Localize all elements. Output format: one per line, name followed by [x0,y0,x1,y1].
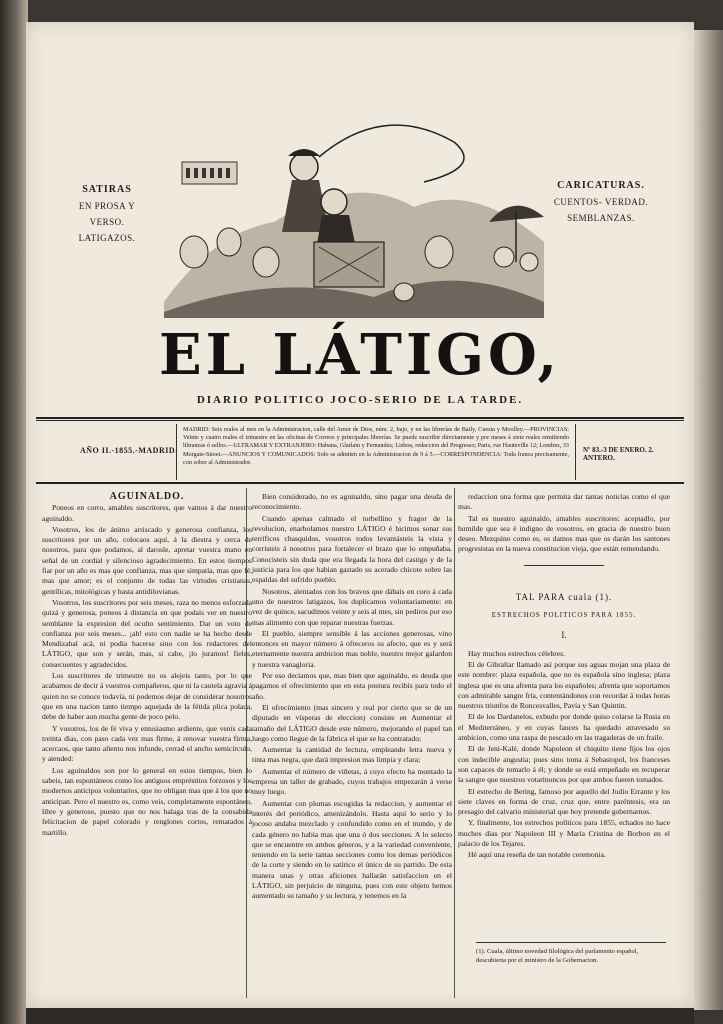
issue-number-date: Nº 83.-3 DE ENERO. 2. ANTERO. [583,446,654,462]
article-paragraph: Los suscritores de trimestre no os alejeis tanto, por lo que acabamos de decir á vuestros compañeros, que ni la cautela agravia á quien no se conoce todavía, ni podemos dejar de considerar nosotros que en una nacion tanto tiempo aquejada de la fétida plica polaca, debe de haber aun mucha gente de poco pelo. [42,671,252,722]
section-separator [524,565,604,566]
article-paragraph: Aumentar con plumas escogidas la redaccion, y aumentar el interés del periódico, amenizándolo. Hasta aquí lo serio y lo jocoso andaba mezclado y confundido como en el mundo, y de cada género no habia mas que una ó dos secciones. A lo selecto que se encuentre en ambos géneros, y a la variedad conveniente, teniendo en la serie tantas secciones como los demas periódicos de la corte y siendo en lo satírico el único de su partido. De esta manera unas y otras aficiones hallarán satisfaccion en el LÁTIGO, sin perjuicio de ninguna, pues con este objeto hemos aumentado su tamaño y su lectura, y tenemos en la [252,798,452,901]
column-divider-2 [454,488,455,998]
newspaper-page [26,22,694,1008]
left-tagline [62,182,152,246]
article-paragraph: redaccion una forma que permita dar tantas noticias como el que mas. [458,492,670,512]
left-tagline-line3: LATIGAZOS. [78,233,136,243]
newspaper-title: EL LÁTIGO, [158,322,561,388]
article-heading: AGUINALDO. [109,492,185,502]
section-subtitle: ESTRECHOS POLITICOS PARA 1855. [491,611,637,620]
masthead-illustration [154,112,554,322]
masthead-rule-bottom [36,482,684,484]
article-paragraph: Los aguinaldos son por lo general en estos tiempos, bien lo sabeis, tan espontáneos como los antiguos empréstitos forzosos y los modernos anticipos voluntarios, que no obligan mas que á los que no anticipan. Pero el nuestro es, como veis, completamente espontáneo, libre y generoso, puesto que no nos halaga tras de la consabida felicitacion de papel colorado y renglones cortos, rematados á martillo. [42,765,252,837]
left-tagline-line1: SATIRAS [82,184,132,195]
article-paragraph: Poneos en corro, amables suscritores, que vamos á dar nuestro aguinaldo. [42,503,252,523]
section-paragraph: El de Gibraltar llamado así porque sus aguas mojan una plaza de este nombre: plaza española, que no es española sino inglesa; plaza inglesa que es una afrenta para los españoles; afrenta que soportamos con admirable sangre fría, contentándonos con recordar á todas horas nuestros triunfos de Roncesvalles, Pavía y San Quintin. [458,659,670,711]
section-title: TAL PARA cuala (1). [515,591,613,602]
article-paragraph: Vosotros, los suscritores por seis meses, raza no menos esforzada quizá y generosa, poneos á distancia en que podais ver en nuestro semblante la expresion del oculto sentimiento. Dar un voto de confianza por seis meses... ¡ah! esto con nadie se ha hecho desde Mendizabal acá, ni podia hacerse sino con los redactores del LÁTIGO, que son y serán, mas, si cabe, ¡lo juramos! fieles, consecuentes y agradecidos. [42,597,252,669]
article-paragraph: Nosotros, alentados con los bravos que dábais en coro á cada uno de nuestros latigazos, los duplicamos voluntariamente: en vez de quince, sacudimos veinte y seis al mes, sin pediros por eso mas alimento con que reparar nuestras fuerzas. [252,586,452,627]
masthead-rule-top [36,417,684,419]
left-tagline-line2: EN PROSA Y VERSO. [78,201,136,227]
page-bottom-shadow [26,1008,694,1024]
section-paragraph: Hay muchos estrechos célebres. [468,648,565,658]
section-paragraph: Hé aquí una reseña de tan notable ceremonia. [468,850,606,860]
article-paragraph: Tal es nuestro aguinaldo, amables suscritores: aceptadlo, por humilde que sea é indigno de vosotros, en gracia de nuestro buen deseo. Mezquino como es, os damos mas que os darán los santones progresistas en la nueva constitucion vieja, que están remendando. [458,513,670,554]
column-three [458,492,670,982]
column-aguinaldo [42,492,252,982]
masthead-rule-top-thin [36,420,684,421]
article-paragraph: El pueblo, siempre sensible á las acciones generosas, vino entonces en mayor número á ofreceros su afecto, que es y será eternamente nuestra ambicion mas noble, nuestro mejor galardon y nuestra vanagloria. [252,628,452,669]
subscription-info: MADRID: Seis reales al mes en la Administracion, calle del Amor de Dios, núm. 2, bajo, y en las librerías de Baily, Cuesta y Moolley.—PROVINCIAS: Veinte y cuatro reales el trimestre en las oficinas de Correos y principales librerías. Se puede suscribir directamente y por meses á siete reales remitiendo libranzas ó sellos.—ULTRAMAR Y EXTRANJERO: Habana, Glarlain y Fernandez; Lisboa, redaccion del Progresso; Paris, rue Hauteville 12; Londres, 33 Morgate-Street.—ANUNCIOS Y COMUNICADOS: Solo se admiten en la Administracion de 9 á 5.—CORRESPONDENCIA: Toda franca precisamente, con sobre al Administrador. [176,424,576,480]
section-paragraph: El estrecho de Bering, famoso por aquello del Judío Errante y los siete claves en forma de cruz, cruz que, entre paréntesis, era un presagio del calvario ministerial que hoy pretende gobernarnos. [458,786,670,817]
article-paragraph: Vosotros, los de ánimo arriscado y generosa confianza, los suscritores por un año, colocaos aquí, á la diestra y cerca de nosotros, para que podamos, al darosle, apretar vuestra mano en señal de un cordial y silencioso agradecimiento. En estos tiempos fiar por un año es mas que confianza, mas que simpatía, mas que fé, mas que amor; es el conjunto de todas las virtudes cristianas, gentílicas, mitológicas y hasta antidiluvianas. [42,524,252,596]
section-paragraph: El de Jeni-Kalé, donde Napoleon el chiquito tiene fijos los ojos con indecible angustia; pues sino toma á Sebastopol, los franceses son capaces de tomarlo á él; y donde se está empeñado en recuperar la sangre que nuestros votarinoncos por que ambos fueren tomados. [458,744,670,785]
newspaper-subtitle: DIARIO POLITICO JOCO-SERIO DE LA TARDE. [196,394,524,406]
book-spine [0,0,28,1024]
article-paragraph: Aumentar la cantidad de lectura, empleando letra nueva y tinta mas negra, que dará impresion mas limpia y clara; [252,745,452,765]
column-two [252,492,452,982]
article-paragraph: El ofrecimiento (mas sincero y real por cierto que se de un diputado en vísperas de eleccion) consiste en Aumentar el tamaño del LÁTIGO desde este número, mejorando el papel tan luego como llegue de la fábrica el que se ha contratado; [252,702,452,743]
article-paragraph: Por eso decíamos que, mas bien que aguinaldo, es deuda que pagamos el ofrecimiento que en esta postura recibís para todo el año. [252,671,452,701]
right-tagline-line2: CUENTOS- VERDAD. [553,197,649,207]
article-paragraph: Cuando apenas calmado el torbellino y fragor de la revolucion, enarbolamos nuestro LÁTIGO é hicimos sonar sus terríficos chasquidos, vosotros todos levantásteis la vista y corristeis á nosotros para fortalecer el brazo que lo empuñaba. Conocisteis sin duda que era llegada la hora del castigo y de la justicia para los que habian gastado su acerado chicote sobre las espaldas del sufrido pueblo. [252,513,452,585]
right-tagline-line3: SEMBLANZAS. [567,213,635,223]
right-tagline-line1: CARICATURAS. [557,180,645,191]
footnote: (1). Cuala, último novedad filológica del parlamento español, descubierta por el ministro de la Gobernacion. [476,942,666,965]
right-tagline [546,178,656,226]
section-paragraph: Y, finalmente, los estrechos políticos para 1855, echados no hace muchos dias por Napoleon III y María Cristina de Borbon en el palacio de los Tejares. [458,818,670,849]
section-number: I. [561,630,567,641]
article-paragraph: Bien considerado, no es aguinaldo, sino pagar una deuda de reconocimiento. [252,492,452,512]
issue-year-place: AÑO II.-1855.-MADRID. [80,446,178,455]
article-paragraph: Y vosotros, los de fé viva y entusiasmo ardiente, que venís cada treinta dias, con paso cada vez mas firme, á renovar vuestra firma, acercaos, que tanto aliento nos infunde, cerrad el ancho semicírculo, y atended: [42,723,252,764]
article-paragraph: Aumentar el número de viñetas, á cuyo efecto ha montado la empresa un taller de grabado, cuyos trabajos empezarán á verse muy luego. [252,766,452,797]
page-edge [694,30,723,1010]
section-paragraph: El de los Dardanelos, exbudo por donde quiso colarse la Rusia en el Mediterráneo, y en cuyas fauces ha quedado atravesado su ambicion, como una raspa de pescado en las tragaderas de un fraile. [458,712,670,743]
